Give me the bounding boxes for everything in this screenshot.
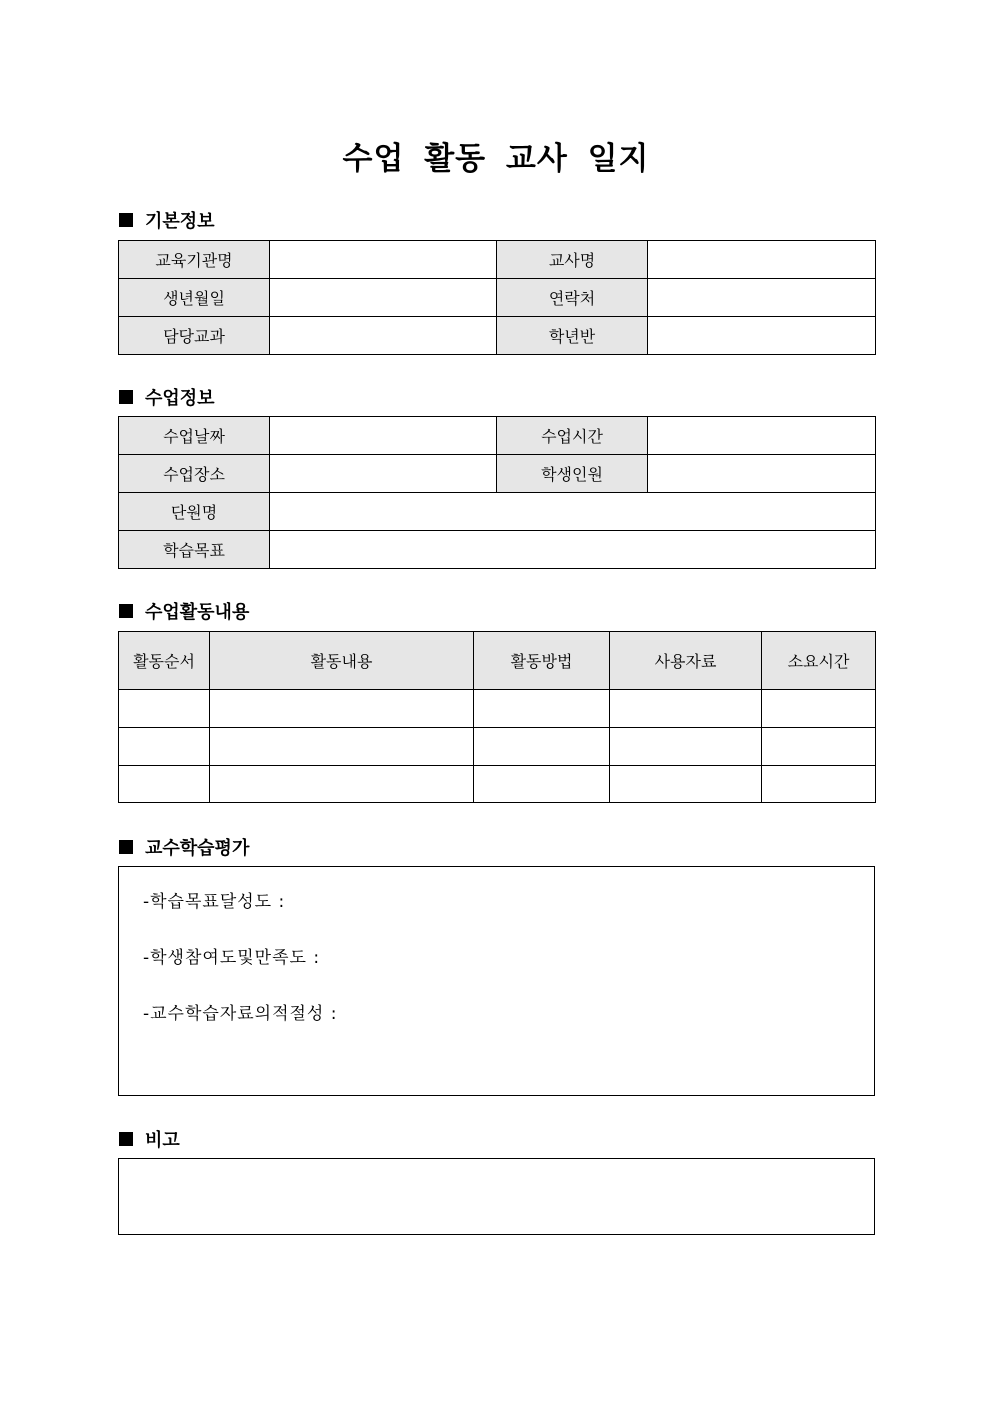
basic-info-table (118, 240, 876, 355)
cell-materials[interactable] (610, 728, 762, 766)
label-contact: 연락처 (497, 279, 648, 317)
square-bullet-icon (119, 213, 133, 227)
header-activity-method: 활동방법 (474, 632, 610, 690)
header-duration: 소요시간 (762, 632, 876, 690)
field-students[interactable] (648, 455, 876, 493)
remarks-box[interactable] (118, 1158, 875, 1235)
field-birthdate[interactable] (270, 279, 497, 317)
field-subject[interactable] (270, 317, 497, 355)
cell-materials[interactable] (610, 690, 762, 728)
header-materials: 사용자료 (610, 632, 762, 690)
label-institution: 교육기관명 (119, 241, 270, 279)
section-heading-remarks-label: 비고 (145, 1130, 180, 1151)
cell-duration[interactable] (762, 690, 876, 728)
label-students: 학생인원 (497, 455, 648, 493)
section-heading-activity (119, 599, 249, 623)
evaluation-student-participation: -학생참여도및만족도 : (143, 948, 321, 968)
section-heading-class (119, 385, 215, 409)
field-objective[interactable] (270, 531, 876, 569)
cell-content[interactable] (210, 690, 474, 728)
square-bullet-icon (119, 390, 133, 404)
cell-order[interactable] (119, 766, 210, 803)
header-activity-content: 활동내용 (210, 632, 474, 690)
header-activity-order: 활동순서 (119, 632, 210, 690)
table-row (119, 690, 876, 728)
table-row (119, 766, 876, 803)
cell-method[interactable] (474, 728, 610, 766)
field-contact[interactable] (648, 279, 876, 317)
field-teacher[interactable] (648, 241, 876, 279)
field-unit[interactable] (270, 493, 876, 531)
label-grade-class: 학년반 (497, 317, 648, 355)
label-objective: 학습목표 (119, 531, 270, 569)
table-row (119, 728, 876, 766)
square-bullet-icon (119, 840, 133, 854)
activity-table (118, 631, 876, 803)
field-class-date[interactable] (270, 417, 497, 455)
cell-duration[interactable] (762, 766, 876, 803)
square-bullet-icon (119, 604, 133, 618)
cell-content[interactable] (210, 766, 474, 803)
page-title: 수업 활동 교사 일지 (342, 141, 650, 177)
section-heading-activity-label: 수업활동내용 (145, 602, 250, 623)
square-bullet-icon (119, 1132, 133, 1146)
cell-order[interactable] (119, 728, 210, 766)
cell-order[interactable] (119, 690, 210, 728)
evaluation-goal-achievement: -학습목표달성도 : (143, 892, 286, 912)
label-teacher: 교사명 (497, 241, 648, 279)
evaluation-box[interactable] (118, 866, 875, 1096)
class-info-table (118, 416, 876, 569)
cell-method[interactable] (474, 690, 610, 728)
label-class-time: 수업시간 (497, 417, 648, 455)
label-subject: 담당교과 (119, 317, 270, 355)
field-grade-class[interactable] (648, 317, 876, 355)
field-class-place[interactable] (270, 455, 497, 493)
section-heading-evaluation-label: 교수학습평가 (145, 838, 250, 859)
section-heading-evaluation (119, 835, 249, 859)
section-heading-class-label: 수업정보 (145, 388, 215, 409)
cell-method[interactable] (474, 766, 610, 803)
label-class-place: 수업장소 (119, 455, 270, 493)
section-heading-remarks (119, 1127, 180, 1151)
field-class-time[interactable] (648, 417, 876, 455)
field-institution[interactable] (270, 241, 497, 279)
label-birthdate: 생년월일 (119, 279, 270, 317)
cell-content[interactable] (210, 728, 474, 766)
section-heading-basic-label: 기본정보 (145, 211, 215, 232)
cell-materials[interactable] (610, 766, 762, 803)
label-class-date: 수업날짜 (119, 417, 270, 455)
cell-duration[interactable] (762, 728, 876, 766)
section-heading-basic (119, 208, 215, 232)
label-unit: 단원명 (119, 493, 270, 531)
evaluation-material-appropriateness: -교수학습자료의적절성 : (143, 1004, 338, 1024)
